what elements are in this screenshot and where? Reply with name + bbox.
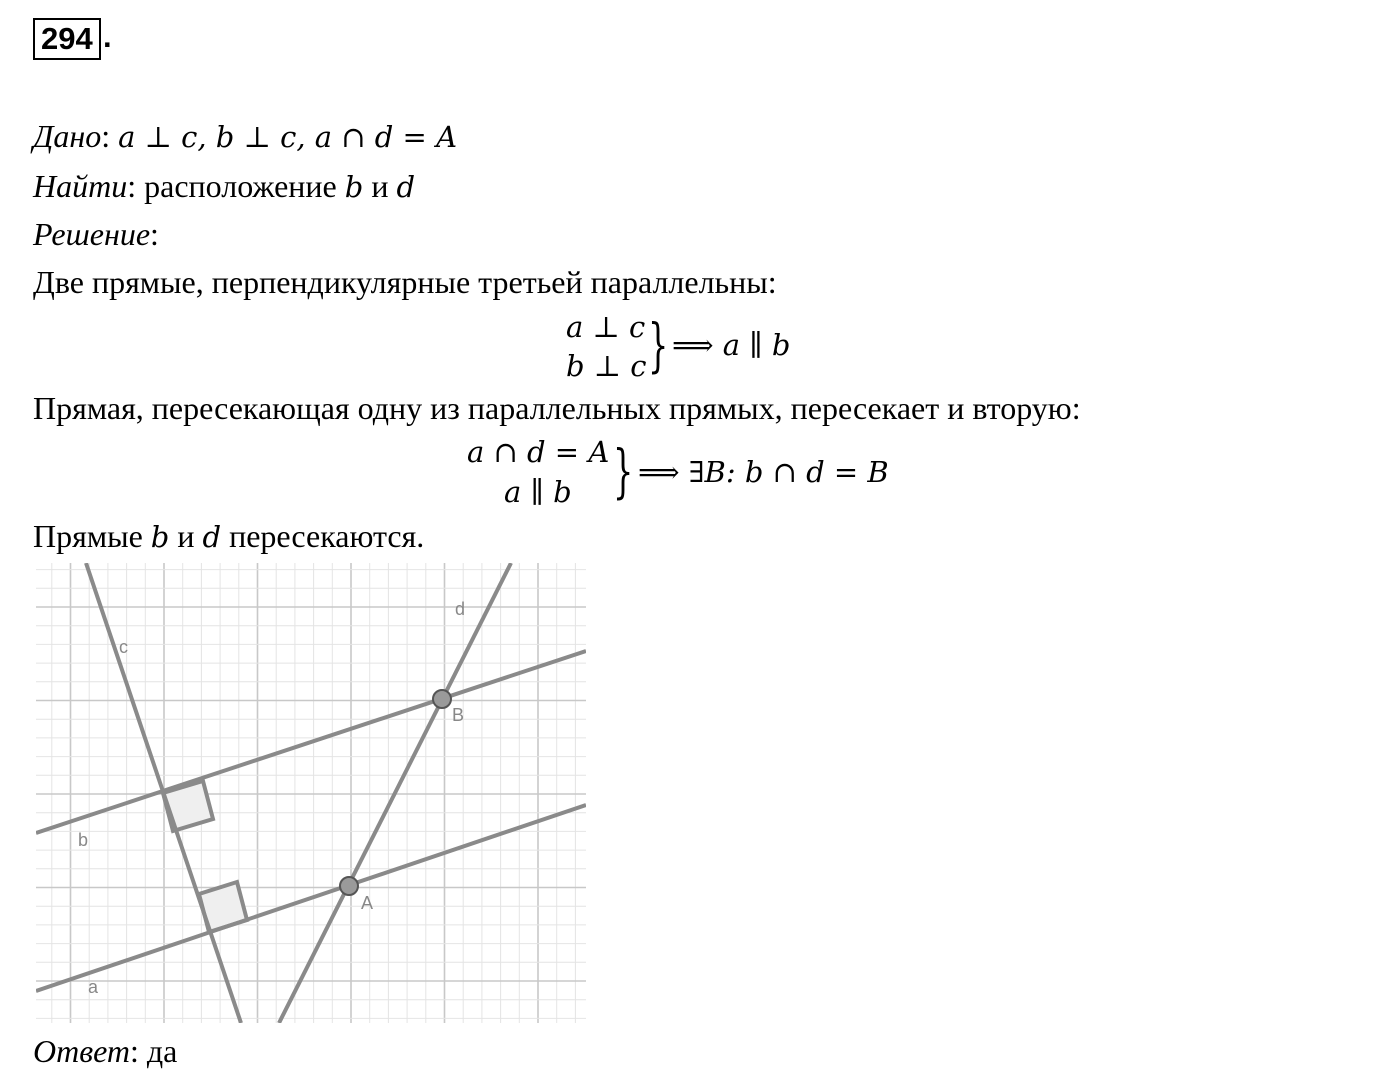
system2-result: ⟹ ∃B: b ∩ d = B bbox=[638, 455, 889, 489]
label-B: B bbox=[452, 705, 465, 725]
solution-line bbox=[33, 214, 159, 254]
given-line bbox=[33, 116, 457, 157]
given-label: Дано bbox=[33, 118, 102, 154]
label-c: c bbox=[119, 637, 128, 657]
point-A bbox=[340, 877, 358, 895]
find-line bbox=[33, 166, 415, 207]
system1-brace: } bbox=[648, 311, 669, 379]
system2-brace: } bbox=[613, 437, 634, 505]
conclusion-var-b: b bbox=[150, 520, 170, 554]
label-d: d bbox=[455, 599, 466, 619]
grid bbox=[36, 563, 586, 1023]
find-conj: и bbox=[371, 168, 389, 204]
answer-colon: : bbox=[130, 1033, 139, 1069]
theorem-1: Две прямые, перпендикулярные третьей параллельны: bbox=[33, 264, 777, 300]
label-a: a bbox=[88, 977, 99, 997]
answer-label: Ответ bbox=[33, 1033, 130, 1069]
given-colon: : bbox=[101, 118, 111, 154]
system1-row1: a ⊥ c bbox=[566, 310, 646, 344]
system2-row1: a ∩ d = A bbox=[467, 435, 610, 469]
answer-text: да bbox=[146, 1033, 178, 1069]
solution-colon: : bbox=[150, 216, 159, 252]
line-b bbox=[36, 651, 586, 833]
find-text: расположение bbox=[144, 168, 337, 204]
find-var-b: b bbox=[344, 170, 364, 204]
solution-label: Решение bbox=[33, 216, 151, 252]
system2-row2: a ∥ b bbox=[504, 475, 572, 509]
find-label: Найти bbox=[33, 168, 128, 204]
conclusion-suffix: пересекаются. bbox=[229, 518, 425, 554]
problem-number: 294 bbox=[33, 18, 101, 60]
conclusion-prefix: Прямые bbox=[33, 518, 143, 554]
conclusion-conj: и bbox=[177, 518, 195, 554]
conclusion-var-d: d bbox=[202, 520, 222, 554]
label-A: A bbox=[361, 893, 374, 913]
geometry-figure bbox=[36, 563, 586, 1023]
problem-number-dot: . bbox=[103, 19, 112, 54]
find-var-d: d bbox=[396, 170, 416, 204]
answer-line bbox=[33, 1031, 177, 1071]
theorem-2: Прямая, пересекающая одну из параллельных прямых, пересекает и вторую: bbox=[33, 390, 1081, 426]
given-statement: a ⊥ c, b ⊥ c, a ∩ d = A bbox=[118, 120, 458, 154]
system1-result: ⟹ a ∥ b bbox=[672, 328, 791, 362]
find-colon: : bbox=[127, 168, 137, 204]
point-B bbox=[433, 690, 451, 708]
conclusion-line bbox=[33, 516, 424, 557]
label-b: b bbox=[78, 830, 89, 850]
system1-row2: b ⊥ c bbox=[566, 349, 647, 383]
right-angle-marks bbox=[163, 781, 247, 932]
